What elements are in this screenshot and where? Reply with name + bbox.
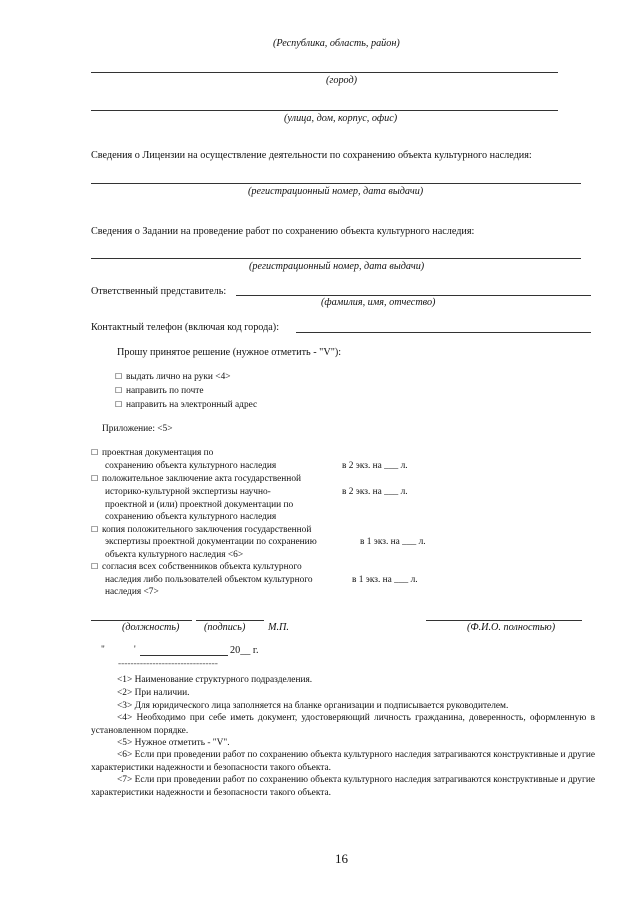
attachment-copies[interactable]: в 1 экз. на ___ л.	[352, 575, 418, 585]
region-caption: (Республика, область, район)	[273, 38, 400, 49]
signature-line[interactable]	[196, 620, 264, 621]
task-caption: (регистрационный номер, дата выдачи)	[249, 261, 425, 272]
representative-caption: (фамилия, имя, отчество)	[321, 297, 436, 308]
license-label: Сведения о Лицензии на осуществление деятельности по сохранению объекта культурного наследия:	[91, 150, 532, 161]
attachment-item[interactable]: ☐ копия положительного заключения государственной	[91, 525, 312, 535]
date-line[interactable]	[140, 655, 228, 656]
footnote: <6> Если при проведении работ по сохранению объекта культурного наследия затрагиваются конструктивные и другие характеристики надежности и безопасности такого объекта.	[91, 750, 595, 773]
name-line[interactable]	[426, 620, 582, 621]
attachment-item-line: объекта культурного наследия <6>	[105, 550, 244, 560]
attachment-item-line: сохранению объекта культурного наследия	[105, 512, 277, 522]
checkbox-icon[interactable]: ☐	[115, 386, 123, 395]
decision-prompt: Прошу принятое решение (нужное отметить - "V"):	[117, 347, 342, 358]
decision-option[interactable]: ☐ направить по почте	[115, 386, 204, 396]
attachment-item-line: наследия либо пользователей объектом культурного	[105, 575, 313, 585]
signature-caption: (подпись)	[204, 622, 246, 633]
phone-line[interactable]	[296, 332, 591, 333]
date-year[interactable]: 20__ г.	[230, 645, 259, 656]
attachment-item-line: экспертизы проектной документации по сохранению	[105, 537, 317, 547]
city-line[interactable]	[91, 72, 558, 73]
checkbox-icon[interactable]: ☐	[91, 562, 99, 571]
attachment-item[interactable]: ☐ положительное заключение акта государственной	[91, 474, 302, 484]
checkbox-icon[interactable]: ☐	[91, 448, 99, 457]
attachment-item[interactable]: ☐ проектная документация по	[91, 448, 214, 458]
footnote: <1> Наименование структурного подразделения.	[117, 675, 313, 685]
attachment-item-line: сохранению объекта культурного наследия	[105, 461, 277, 471]
task-line[interactable]	[91, 258, 581, 259]
attachment-copies[interactable]: в 2 экз. на ___ л.	[342, 461, 408, 471]
checkbox-icon[interactable]: ☐	[115, 400, 123, 409]
attachment-item-line: проектной и (или) проектной документации по	[105, 500, 294, 510]
attachment-copies[interactable]: в 2 экз. на ___ л.	[342, 487, 408, 497]
attachment-label: Приложение: <5>	[102, 424, 173, 434]
footnote: <3> Для юридического лица заполняется на бланке организации и подписывается руководителем.	[117, 701, 509, 711]
attachment-copies[interactable]: в 1 экз. на ___ л.	[360, 537, 426, 547]
address-caption: (улица, дом, корпус, офис)	[284, 113, 398, 124]
date-quote-open: "	[101, 645, 105, 655]
checkbox-icon[interactable]: ☐	[115, 372, 123, 381]
license-line[interactable]	[91, 183, 581, 184]
address-line[interactable]	[91, 110, 558, 111]
footnote: <2> При наличии.	[117, 688, 190, 698]
decision-option[interactable]: ☐ направить на электронный адрес	[115, 400, 258, 410]
phone-label: Контактный телефон (включая код города):	[91, 322, 280, 333]
position-caption: (должность)	[122, 622, 180, 633]
license-caption: (регистрационный номер, дата выдачи)	[248, 186, 424, 197]
attachment-item-line: историко-культурной экспертизы научно-	[105, 487, 271, 497]
footnote-separator: --------------------------------	[118, 659, 218, 669]
checkbox-icon[interactable]: ☐	[91, 525, 99, 534]
representative-label: Ответственный представитель:	[91, 286, 227, 297]
decision-option[interactable]: ☐ выдать лично на руки <4>	[115, 372, 231, 382]
checkbox-icon[interactable]: ☐	[91, 474, 99, 483]
date-quote-close: '	[134, 645, 136, 655]
position-line[interactable]	[91, 620, 192, 621]
name-caption: (Ф.И.О. полностью)	[467, 622, 556, 633]
task-label: Сведения о Задании на проведение работ по сохранению объекта культурного наследия:	[91, 226, 475, 237]
representative-line[interactable]	[236, 295, 591, 296]
attachment-item-line: наследия <7>	[105, 587, 159, 597]
attachment-item[interactable]: ☐ согласия всех собственников объекта культурного	[91, 562, 302, 572]
footnote: <4> Необходимо при себе иметь документ, удостоверяющий личность гражданина, доверенность, оформленную в установленном порядке.	[91, 713, 595, 736]
stamp-label: М.П.	[268, 622, 289, 633]
footnote: <5> Нужное отметить - "V".	[117, 738, 230, 748]
page-number: 16	[335, 851, 348, 866]
footnote: <7> Если при проведении работ по сохранению объекта культурного наследия затрагиваются конструктивные и другие характеристики надежности и безопасности такого объекта.	[91, 775, 595, 798]
city-caption: (город)	[326, 75, 358, 86]
